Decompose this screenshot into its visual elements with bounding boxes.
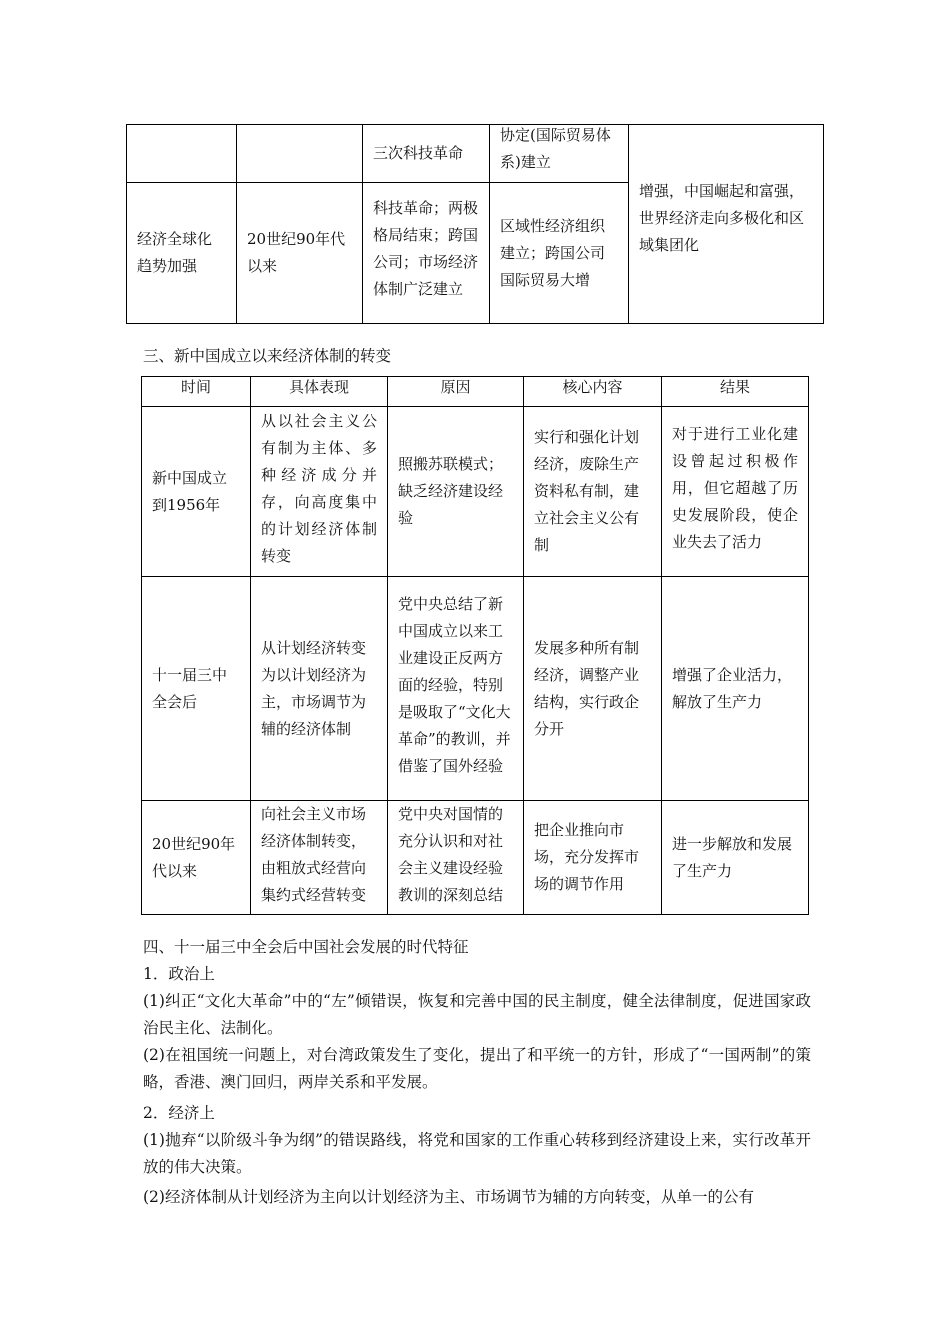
table-row-3-manifestation: 向社会主义市场经济体制转变，由粗放式经营向集约式经营转变 (261, 805, 367, 904)
t1-r1-c4: 协定(国际贸易体系)建立 (500, 126, 611, 171)
paragraph-economy-2: (2)经济体制从计划经济为主向以计划经济为主、市场调节为辅的方向转变，从单一的公有 (143, 1188, 754, 1206)
table-row-2-time: 十一届三中全会后 (152, 665, 228, 711)
table-row-1-reason: 照搬苏联模式；缺乏经济建设经验 (398, 455, 504, 527)
header-manifestation: 具体表现 (288, 377, 349, 396)
t1-r2-c3: 科技革命；两极格局结束；跨国公司；市场经济体制广泛建立 (373, 199, 479, 298)
table-row-2-core: 发展多种所有制经济，调整产业结构，实行政企分开 (534, 638, 640, 738)
paragraph-politics-1: (1)纠正“文化大革命”中的“左”倾错误，恢复和完善中国的民主制度，健全法律制度，促进国家政治民主化、法制化。 (143, 992, 811, 1037)
table-row-1-core: 实行和强化计划经济，废除生产资料私有制，建立社会主义公有制 (534, 428, 640, 554)
table-row-2-manifestation: 从计划经济转变为以计划经济为主，市场调节为辅的经济体制 (261, 638, 367, 738)
table-row-1-result: 对于进行工业化建设曾起过积极作用，但它超越了历史发展阶段，使企业失去了活力 (672, 425, 798, 551)
t1-r2-c1: 经济全球化趋势加强 (137, 230, 213, 275)
t1-r2-c2: 20世纪90年代以来 (247, 230, 346, 275)
t1-r2-c4: 区域性经济组织建立；跨国公司国际贸易大增 (500, 216, 606, 289)
table-row-2-result: 增强了企业活力，解放了生产力 (672, 665, 793, 711)
table-row-3-core: 把企业推向市场，充分发挥市场的调节作用 (534, 821, 640, 893)
header-result: 结果 (719, 377, 750, 396)
table-row-3-result: 进一步解放和发展了生产力 (672, 834, 793, 880)
paragraph-economy-1: (1)抛弃“以阶级斗争为纲”的错误路线，将党和国家的工作重心转移到经济建设上来，实行改革开放的伟大决策。 (143, 1131, 811, 1176)
t1-merged-c5: 增强，中国崛起和富强，世界经济走向多极化和区域集团化 (639, 181, 805, 254)
subheading-economy: 2．经济上 (143, 1104, 215, 1122)
subheading-politics: 1．政治上 (143, 965, 215, 983)
header-core-content: 核心内容 (562, 377, 623, 396)
table-row-1-manifestation: 从以社会主义公有制为主体、多种经济成分并存，向高度集中的计划经济体制转变 (261, 411, 377, 565)
section-3-title: 三、新中国成立以来经济体制的转变 (143, 347, 392, 365)
table-row-1-time: 新中国成立到1956年 (152, 468, 228, 514)
paragraph-politics-2: (2)在祖国统一问题上，对台湾政策发生了变化，提出了和平统一的方针，形成了“一国两制”的策略，香港、澳门回归，两岸关系和平发展。 (143, 1046, 811, 1091)
table-row-3-time: 20世纪90年代以来 (152, 834, 236, 880)
header-reason: 原因 (440, 377, 471, 396)
table-row-3-reason: 党中央对国情的充分认识和对社会主义建设经验教训的深刻总结 (398, 805, 504, 904)
t1-r1-c3: 三次科技革命 (373, 143, 464, 162)
table-row-2-reason: 党中央总结了新中国成立以来工业建设正反两方面的经验，特别是吸取了“文化大革命”的教训，并借鉴了国外经验 (398, 595, 511, 775)
section-4-title: 四、十一届三中全会后中国社会发展的时代特征 (143, 938, 469, 956)
header-time: 时间 (180, 377, 211, 396)
